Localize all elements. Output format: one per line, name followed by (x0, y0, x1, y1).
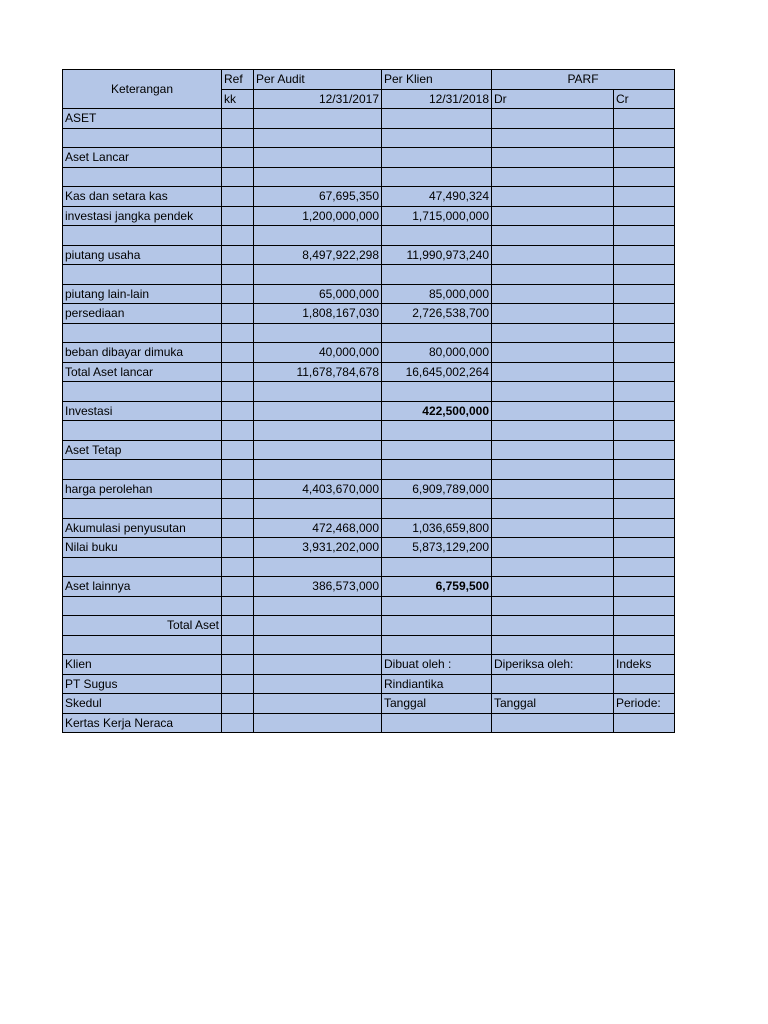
row-per-klien[interactable]: 47,490,324 (382, 187, 492, 207)
row-label[interactable]: Total Aset lancar (63, 362, 222, 382)
row-per-klien[interactable] (382, 167, 492, 187)
row-ref[interactable] (222, 323, 254, 343)
row-dr[interactable] (492, 538, 614, 558)
row-per-klien[interactable] (382, 323, 492, 343)
row-ref[interactable] (222, 401, 254, 421)
row-per-audit[interactable] (254, 421, 382, 441)
row-ref[interactable] (222, 109, 254, 129)
row-label[interactable]: ASET (63, 109, 222, 129)
row-label[interactable]: Aset lainnya (63, 577, 222, 597)
row-label[interactable]: Nilai buku (63, 538, 222, 558)
row-dr[interactable] (492, 382, 614, 402)
row-per-klien[interactable] (382, 265, 492, 285)
row-label[interactable]: harga perolehan (63, 479, 222, 499)
row-dr[interactable] (492, 265, 614, 285)
row-label[interactable]: piutang usaha (63, 245, 222, 265)
table-row (63, 557, 675, 577)
table-row (63, 362, 675, 382)
row-ref[interactable] (222, 538, 254, 558)
row-cr[interactable] (614, 362, 675, 382)
row-per-klien[interactable]: 11,990,973,240 (382, 245, 492, 265)
cell[interactable] (222, 655, 254, 675)
row-label[interactable]: piutang lain-lain (63, 284, 222, 304)
table-row (63, 518, 675, 538)
cell[interactable] (222, 713, 254, 733)
cell[interactable] (382, 635, 492, 655)
row-per-klien[interactable]: 6,909,789,000 (382, 479, 492, 499)
footer-dibuat-oleh[interactable]: Dibuat oleh : (382, 655, 492, 675)
row-label[interactable] (63, 167, 222, 187)
row-cr[interactable] (614, 245, 675, 265)
row-ref[interactable] (222, 148, 254, 168)
footer-klien-label[interactable]: Klien (63, 655, 222, 675)
row-cr[interactable] (614, 616, 675, 636)
row-per-klien[interactable] (382, 460, 492, 480)
row-dr[interactable] (492, 304, 614, 324)
row-cr[interactable] (614, 284, 675, 304)
header-cr[interactable]: Cr (614, 89, 675, 109)
table-row (63, 226, 675, 246)
row-ref[interactable] (222, 479, 254, 499)
row-dr[interactable] (492, 343, 614, 363)
row-ref[interactable] (222, 245, 254, 265)
row-label[interactable]: beban dibayar dimuka (63, 343, 222, 363)
row-per-audit[interactable] (254, 401, 382, 421)
cell[interactable] (254, 694, 382, 714)
row-label[interactable] (63, 128, 222, 148)
row-dr[interactable] (492, 557, 614, 577)
table-row (63, 577, 675, 597)
row-dr[interactable] (492, 616, 614, 636)
row-ref[interactable] (222, 265, 254, 285)
row-cr[interactable] (614, 187, 675, 207)
footer-dibuat-oleh-value[interactable]: Rindiantika (382, 674, 492, 694)
row-per-audit[interactable]: 1,200,000,000 (254, 206, 382, 226)
row-ref[interactable] (222, 284, 254, 304)
row-dr[interactable] (492, 167, 614, 187)
row-per-audit[interactable] (254, 226, 382, 246)
row-per-audit[interactable]: 65,000,000 (254, 284, 382, 304)
row-cr[interactable] (614, 226, 675, 246)
row-label[interactable] (63, 499, 222, 519)
table-row (63, 382, 675, 402)
row-ref[interactable] (222, 128, 254, 148)
row-ref[interactable] (222, 557, 254, 577)
row-dr[interactable] (492, 577, 614, 597)
row-per-audit[interactable] (254, 148, 382, 168)
row-ref[interactable] (222, 421, 254, 441)
row-per-klien[interactable] (382, 382, 492, 402)
row-label[interactable] (63, 382, 222, 402)
row-dr[interactable] (492, 499, 614, 519)
row-per-audit[interactable] (254, 128, 382, 148)
row-per-audit[interactable]: 8,497,922,298 (254, 245, 382, 265)
row-dr[interactable] (492, 206, 614, 226)
row-per-audit[interactable] (254, 557, 382, 577)
row-dr[interactable] (492, 440, 614, 460)
row-cr[interactable] (614, 440, 675, 460)
row-dr[interactable] (492, 518, 614, 538)
row-per-audit[interactable]: 40,000,000 (254, 343, 382, 363)
cell[interactable] (222, 694, 254, 714)
footer-tanggal-1[interactable]: Tanggal (382, 694, 492, 714)
table-row (63, 265, 675, 285)
row-per-klien[interactable]: 80,000,000 (382, 343, 492, 363)
row-dr[interactable] (492, 596, 614, 616)
row-dr[interactable] (492, 187, 614, 207)
row-per-audit[interactable]: 472,468,000 (254, 518, 382, 538)
row-ref[interactable] (222, 362, 254, 382)
row-per-klien[interactable] (382, 440, 492, 460)
row-label[interactable] (63, 323, 222, 343)
row-ref[interactable] (222, 343, 254, 363)
row-ref[interactable] (222, 167, 254, 187)
table-row (63, 245, 675, 265)
table-row (63, 499, 675, 519)
row-ref[interactable] (222, 304, 254, 324)
row-per-klien[interactable]: 1,036,659,800 (382, 518, 492, 538)
row-per-klien[interactable]: 5,873,129,200 (382, 538, 492, 558)
row-dr[interactable] (492, 128, 614, 148)
row-per-klien[interactable] (382, 148, 492, 168)
row-cr[interactable] (614, 479, 675, 499)
cell[interactable] (492, 674, 614, 694)
header-ref[interactable]: Ref (222, 70, 254, 90)
footer-periode[interactable]: Periode: (614, 694, 675, 714)
row-dr[interactable] (492, 362, 614, 382)
cell[interactable] (614, 713, 675, 733)
cell[interactable] (492, 635, 614, 655)
row-cr[interactable] (614, 148, 675, 168)
cell[interactable] (254, 635, 382, 655)
footer-row-klien (63, 655, 675, 675)
table-row (63, 167, 675, 187)
row-per-audit[interactable] (254, 499, 382, 519)
footer-row-skedul (63, 694, 675, 714)
row-dr[interactable] (492, 323, 614, 343)
table-row (63, 148, 675, 168)
row-per-audit[interactable] (254, 167, 382, 187)
footer-spacer-row (63, 635, 675, 655)
row-label[interactable] (63, 421, 222, 441)
row-label[interactable]: persediaan (63, 304, 222, 324)
row-cr[interactable] (614, 596, 675, 616)
cell[interactable] (254, 674, 382, 694)
footer-skedul-label[interactable]: Skedul (63, 694, 222, 714)
row-ref[interactable] (222, 460, 254, 480)
table-row (63, 440, 675, 460)
row-dr[interactable] (492, 148, 614, 168)
row-cr[interactable] (614, 538, 675, 558)
cell[interactable] (254, 655, 382, 675)
cell[interactable] (382, 713, 492, 733)
row-per-klien[interactable] (382, 421, 492, 441)
header-per-audit-date[interactable]: 12/31/2017 (254, 89, 382, 109)
row-label[interactable]: Total Aset (63, 616, 222, 636)
row-ref[interactable] (222, 577, 254, 597)
row-ref[interactable] (222, 187, 254, 207)
row-dr[interactable] (492, 226, 614, 246)
cell[interactable] (63, 635, 222, 655)
row-per-klien[interactable] (382, 226, 492, 246)
row-cr[interactable] (614, 557, 675, 577)
row-cr[interactable] (614, 421, 675, 441)
table-row (63, 538, 675, 558)
table-row (63, 616, 675, 636)
header-per-audit[interactable]: Per Audit (254, 70, 382, 90)
header-dr[interactable]: Dr (492, 89, 614, 109)
table-row (63, 460, 675, 480)
footer-tanggal-2[interactable]: Tanggal (492, 694, 614, 714)
row-per-audit[interactable] (254, 323, 382, 343)
row-cr[interactable] (614, 499, 675, 519)
row-label[interactable] (63, 596, 222, 616)
row-dr[interactable] (492, 109, 614, 129)
footer-klien-value[interactable]: PT Sugus (63, 674, 222, 694)
header-kk[interactable]: kk (222, 89, 254, 109)
row-per-audit[interactable]: 67,695,350 (254, 187, 382, 207)
row-per-audit[interactable] (254, 596, 382, 616)
header-keterangan[interactable]: Keterangan (63, 70, 222, 109)
table-row (63, 323, 675, 343)
row-cr[interactable] (614, 265, 675, 285)
row-ref[interactable] (222, 440, 254, 460)
row-cr[interactable] (614, 206, 675, 226)
balance-sheet-worksheet (62, 69, 675, 733)
table-row (63, 206, 675, 226)
row-per-audit[interactable]: 4,403,670,000 (254, 479, 382, 499)
row-label[interactable] (63, 226, 222, 246)
row-ref[interactable] (222, 518, 254, 538)
table-row (63, 596, 675, 616)
row-cr[interactable] (614, 460, 675, 480)
row-per-audit[interactable] (254, 109, 382, 129)
row-ref[interactable] (222, 499, 254, 519)
row-dr[interactable] (492, 401, 614, 421)
row-per-audit[interactable]: 386,573,000 (254, 577, 382, 597)
sheet-body (63, 70, 675, 636)
row-dr[interactable] (492, 479, 614, 499)
table-row (63, 401, 675, 421)
row-per-klien[interactable] (382, 596, 492, 616)
table-row (63, 109, 675, 129)
row-per-audit[interactable]: 11,678,784,678 (254, 362, 382, 382)
row-per-klien[interactable] (382, 557, 492, 577)
row-per-audit[interactable] (254, 440, 382, 460)
footer-row-client-name (63, 674, 675, 694)
row-cr[interactable] (614, 323, 675, 343)
row-per-audit[interactable] (254, 616, 382, 636)
header-per-klien[interactable]: Per Klien (382, 70, 492, 90)
row-per-klien[interactable] (382, 128, 492, 148)
row-cr[interactable] (614, 304, 675, 324)
row-dr[interactable] (492, 284, 614, 304)
cell[interactable] (614, 674, 675, 694)
header-parf[interactable]: PARF (492, 70, 675, 90)
row-ref[interactable] (222, 616, 254, 636)
row-label[interactable]: Aset Lancar (63, 148, 222, 168)
row-per-audit[interactable]: 1,808,167,030 (254, 304, 382, 324)
row-per-audit[interactable] (254, 265, 382, 285)
row-ref[interactable] (222, 596, 254, 616)
row-label[interactable]: Kas dan setara kas (63, 187, 222, 207)
row-per-klien[interactable] (382, 499, 492, 519)
row-label[interactable]: investasi jangka pendek (63, 206, 222, 226)
cell[interactable] (254, 713, 382, 733)
row-cr[interactable] (614, 382, 675, 402)
footer-diperiksa-oleh[interactable]: Diperiksa oleh: (492, 655, 614, 675)
row-label[interactable]: Akumulasi penyusutan (63, 518, 222, 538)
row-cr[interactable] (614, 577, 675, 597)
row-per-klien[interactable]: 85,000,000 (382, 284, 492, 304)
cell[interactable] (222, 635, 254, 655)
header-row-1 (63, 70, 675, 90)
footer-row-skedul-value (63, 713, 675, 733)
row-per-klien[interactable]: 1,715,000,000 (382, 206, 492, 226)
row-per-audit[interactable] (254, 382, 382, 402)
row-per-audit[interactable]: 3,931,202,000 (254, 538, 382, 558)
table-row (63, 284, 675, 304)
row-per-klien[interactable]: 6,759,500 (382, 577, 492, 597)
row-ref[interactable] (222, 206, 254, 226)
row-per-klien[interactable] (382, 109, 492, 129)
table-row (63, 304, 675, 324)
row-ref[interactable] (222, 382, 254, 402)
row-cr[interactable] (614, 128, 675, 148)
table-row (63, 421, 675, 441)
row-ref[interactable] (222, 226, 254, 246)
table-row (63, 187, 675, 207)
row-per-klien[interactable]: 2,726,538,700 (382, 304, 492, 324)
row-per-klien[interactable]: 422,500,000 (382, 401, 492, 421)
row-dr[interactable] (492, 421, 614, 441)
cell[interactable] (614, 635, 675, 655)
footer-body (63, 635, 675, 733)
table-row (63, 343, 675, 363)
row-cr[interactable] (614, 167, 675, 187)
row-cr[interactable] (614, 109, 675, 129)
table-row (63, 479, 675, 499)
row-label[interactable]: Aset Tetap (63, 440, 222, 460)
row-per-klien[interactable] (382, 616, 492, 636)
row-label[interactable] (63, 557, 222, 577)
row-label[interactable] (63, 265, 222, 285)
row-per-audit[interactable] (254, 460, 382, 480)
row-label[interactable] (63, 460, 222, 480)
row-cr[interactable] (614, 401, 675, 421)
row-dr[interactable] (492, 245, 614, 265)
cell[interactable] (222, 674, 254, 694)
row-label[interactable]: Investasi (63, 401, 222, 421)
row-per-klien[interactable]: 16,645,002,264 (382, 362, 492, 382)
footer-indeks[interactable]: Indeks (614, 655, 675, 675)
row-cr[interactable] (614, 518, 675, 538)
footer-skedul-value[interactable]: Kertas Kerja Neraca (63, 713, 222, 733)
cell[interactable] (492, 713, 614, 733)
row-dr[interactable] (492, 460, 614, 480)
row-cr[interactable] (614, 343, 675, 363)
table-row (63, 128, 675, 148)
header-per-klien-date[interactable]: 12/31/2018 (382, 89, 492, 109)
